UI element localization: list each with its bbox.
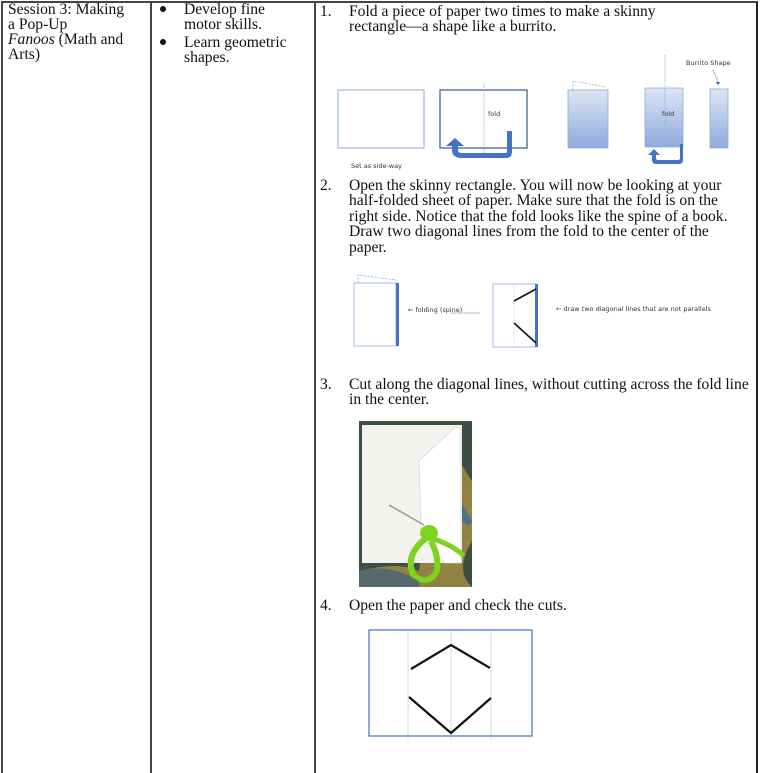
- session-title-line: Session 3: Making: [8, 1, 125, 18]
- session-title-line: Arts): [8, 46, 41, 63]
- session-title-line: a Pop-Up: [8, 16, 68, 33]
- step-text: Fold a piece of paper two times to make a skinny rectangle—a shape like a burrito.: [349, 3, 656, 36]
- step-number: 1.: [320, 3, 332, 20]
- step-number: 3.: [320, 376, 332, 393]
- caption-folding-spine: ← folding (spine): [408, 306, 463, 314]
- fanoos-italic: Fanoos: [8, 31, 55, 48]
- fold-label: fold: [488, 110, 501, 118]
- objective-text: Learn geometric: [184, 34, 287, 51]
- step-number: 4.: [320, 597, 332, 614]
- fold-label: fold: [662, 110, 675, 118]
- caption-burrito-shape: Burrito Shape: [686, 59, 731, 67]
- objective-text: motor skills.: [184, 16, 262, 33]
- step-text: Open the paper and check the cuts.: [349, 597, 567, 614]
- step-number: 2.: [320, 177, 332, 194]
- session-title-rest: (Math and: [54, 31, 124, 48]
- step-text: Open the skinny rectangle. You will now be looking at your half-folded sheet of paper. Make sure that the fold is on the right side. Notice that the fold looks like the spine of a book. Draw two diagonal lines from the fold to the center of the paper.: [349, 177, 728, 256]
- caption-set-sideways: Set as side-way: [351, 162, 402, 170]
- step-text: Cut along the diagonal lines, without cutting across the fold line in the center.: [349, 376, 749, 409]
- objective-text: shapes.: [184, 49, 230, 66]
- caption-diagonal-lines: ← draw two diagonal lines that are not parallels: [556, 305, 711, 313]
- objective-text: Develop fine: [184, 1, 265, 18]
